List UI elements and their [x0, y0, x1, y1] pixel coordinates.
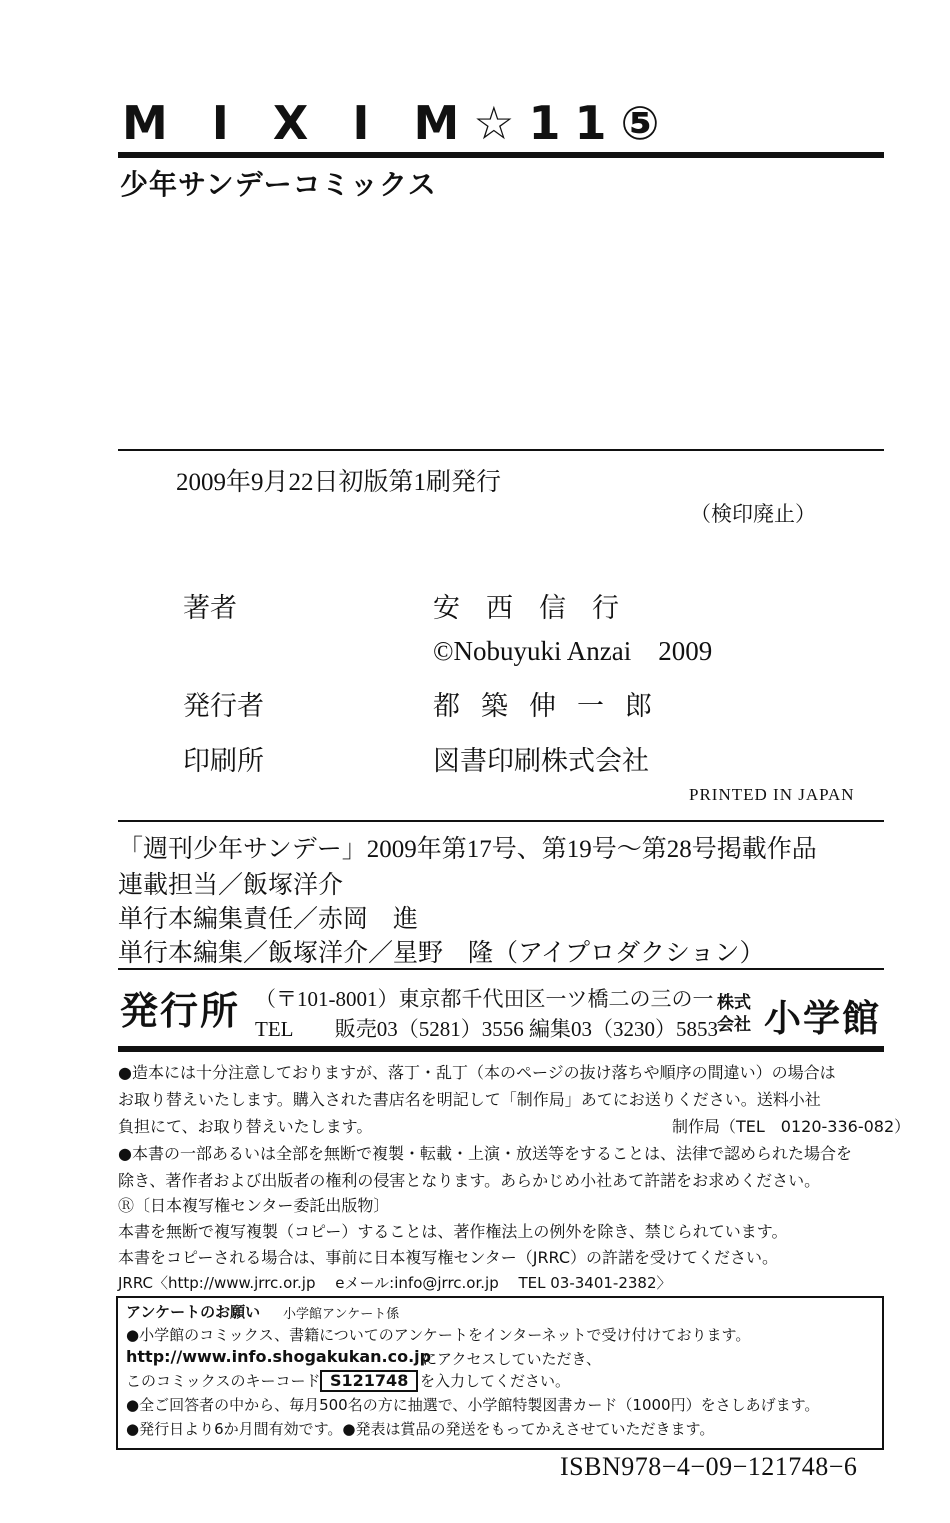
kabushiki-top: 株式 — [717, 993, 751, 1013]
publisher-name: 小学館 — [764, 997, 881, 1040]
author-name: 安西信行 — [433, 593, 645, 623]
publisher-person-name: 都築伸一郎 — [433, 691, 673, 721]
note-line: 本書をコピーされる場合は、事前に日本複写権センター（JRRC）の許諾を受けてください。 — [118, 1248, 779, 1267]
survey-url-after: にアクセスしていただき、 — [422, 1350, 601, 1368]
survey-dept: 小学館アンケート係 — [283, 1307, 400, 1322]
imprint-label: 少年サンデーコミックス — [120, 168, 437, 201]
note-line: 本書を無断で複写複製（コピー）することは、著作権法上の例外を除き、禁じられています。 — [118, 1222, 788, 1241]
survey-key-code: S121748 — [320, 1370, 418, 1392]
survey-title: アンケートのお願い — [126, 1303, 261, 1321]
publisher-telephone: TEL 販売03（5281）3556 編集03（3230）5853 — [255, 1017, 718, 1041]
stamp-note: （検印廃止） — [690, 502, 816, 526]
note-line: ●造本には十分注意しておりますが、落丁・乱丁（本のページの抜け落ちや順序の間違い）の場合は — [118, 1063, 836, 1082]
isbn: ISBN978−4−09−121748−6 — [560, 1452, 858, 1481]
credit-line: 連載担当／飯塚洋介 — [118, 872, 344, 899]
credits-top-rule — [118, 820, 884, 822]
survey-line: ●発行日より6か月間有効です。●発表は賞品の発送をもってかえさせていただきます。 — [126, 1420, 715, 1438]
printed-in-japan: PRINTED IN JAPAN — [689, 785, 855, 804]
note-line: ●本書の一部あるいは全部を無断で複製・転載・上演・放送等をすることは、法律で認められた場合を — [118, 1144, 852, 1163]
production-dept-contact: 制作局（TEL 0120-336-082） — [672, 1117, 911, 1136]
survey-url-link[interactable]: http://www.info.shogakukan.co.jp — [126, 1347, 432, 1366]
copyright-line: ©Nobuyuki Anzai 2009 — [433, 636, 713, 666]
printer-name: 図書印刷株式会社 — [433, 746, 649, 776]
note-line: お取り替えいたします。購入された書店名を明記して「制作局」あてにお送りください。送料小社 — [118, 1090, 821, 1109]
kabushiki-bottom: 会社 — [717, 1015, 751, 1035]
note-line: 除き、著作者および出版者の権利の侵害となります。あらかじめ小社あて許諾をお求めください。 — [118, 1171, 821, 1190]
edition-top-rule — [118, 449, 884, 451]
publisher-office-label: 発行所 — [120, 989, 241, 1033]
note-line: Ⓡ〔日本複写権センター委託出版物〕 — [118, 1196, 390, 1215]
survey-line: ●小学館のコミックス、書籍についてのアンケートをインターネットで受け付けております。 — [126, 1326, 751, 1344]
publisher-address: （〒101-8001）東京都千代田区一ツ橋二の三の一 — [255, 987, 714, 1011]
publisher-bottom-rule — [118, 1046, 884, 1052]
book-title: M I X I M☆11⑤ — [122, 96, 674, 150]
author-label: 著者 — [183, 593, 237, 623]
credit-line: 「週刊少年サンデー」2009年第17号、第19号～第28号掲載作品 — [118, 836, 817, 863]
title-rule — [118, 152, 884, 158]
survey-code-after: を入力してください。 — [420, 1372, 571, 1390]
credit-line: 単行本編集責任／赤岡 進 — [118, 906, 419, 933]
note-line: 負担にて、お取り替えいたします。 — [118, 1117, 373, 1136]
survey-line: ●全ご回答者の中から、毎月500名の方に抽選で、小学館特製図書カード（1000円）をさしあげます。 — [126, 1396, 820, 1414]
survey-code-before: このコミックスのキーコード — [126, 1372, 321, 1390]
printer-label: 印刷所 — [183, 746, 264, 776]
publisher-top-rule — [118, 968, 884, 970]
publisher-label: 発行者 — [183, 691, 264, 721]
credit-line: 単行本編集／飯塚洋介／星野 隆（アイプロダクション） — [118, 940, 765, 967]
publication-date: 2009年9月22日初版第1刷発行 — [176, 469, 502, 496]
jrrc-contact: JRRC〈http://www.jrrc.or.jp eメール:info@jrrc.or.jp TEL 03-3401-2382〉 — [118, 1274, 672, 1292]
